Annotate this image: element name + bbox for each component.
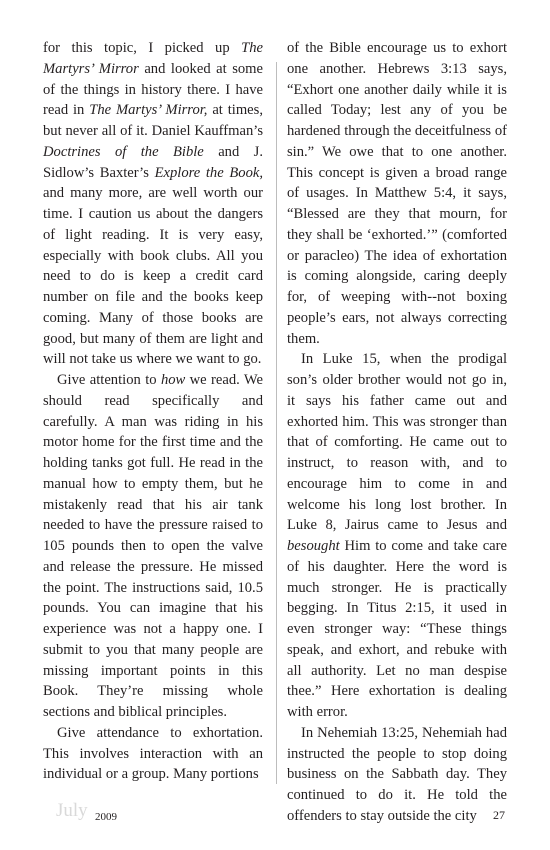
right-column — [287, 38, 507, 827]
text-run: we read. We should read specifically and carefully. A man was riding in his motor home for the first time and the holding tanks got full. He read in the manual how to empty them, but he mistakenly read that his air tank needed to have the pressure raised to 105 pounds then to open the valve and release the pressure. He missed the point. The instructions said, 10.5 pounds. You can imagine that his experience was not a happy one. I submit to you that many people are missing important points in this Book. They’re missing whole sections and biblical principles. — [43, 372, 264, 720]
paragraph — [43, 370, 263, 723]
italic-text-run: The Martyrs’ Mirror — [43, 40, 263, 77]
left-column — [43, 38, 263, 785]
text-run: for this topic, I picked up — [43, 40, 242, 56]
text-run: at times, but never all of it. Daniel Kauffman’s — [43, 102, 263, 139]
text-run: Give attention to — [57, 372, 161, 388]
italic-text-run: Explore the Book, — [154, 164, 263, 181]
column-divider — [276, 62, 277, 784]
paragraph — [43, 723, 263, 785]
text-run: Give attendance to exhortation. This involves interaction with an individual or a group. Many portions — [43, 724, 263, 783]
italic-text-run: how — [160, 372, 186, 388]
paragraph — [287, 349, 507, 723]
italic-text-run: besought — [287, 538, 340, 554]
italic-text-run: The Martys’ Mirror, — [89, 102, 208, 119]
text-run: and many more, are well worth our time. I caution us about the dangers of light reading. It is very easy, especially with book clubs. All you need to do is keep a credit card number on file and the books keep coming. Many of those books are good, but many of them are light and will not take us where we want to go. — [43, 185, 263, 368]
text-run: In Nehemiah 13:25, Nehemiah had instructed the people to stop doing business on the Sabbath day. They continued to do it. He told the offenders to stay outside the city — [287, 724, 507, 824]
text-run: and looked at some of the things in history there. I have read in — [43, 60, 263, 119]
paragraph — [287, 723, 507, 827]
page-number: 27 — [493, 808, 505, 822]
text-run: and J. Sidlow’s Baxter’s — [43, 143, 264, 181]
text-run: of the Bible encourage us to exhort one another. Hebrews 3:13 says, “Exhort one another daily while it is called Today; lest any of you be hardened through the deceitfulness of sin.” We owe that to one another. This concept is given a broad range of usages. In Matthew 5:4, it says, “Blessed are they that mourn, for they shall be ‘exhorted.’” (comforted or paracleo) The idea of exhortation is coming alongside, caring deeply for, of weeping with--not boxing people’s ears, not always correcting them. — [287, 40, 507, 347]
italic-text-run: Doctrines of the Bible — [43, 143, 204, 160]
paragraph — [287, 38, 507, 349]
footer-year: 2009 — [95, 811, 117, 823]
text-run: In Luke 15, when the prodigal son’s older brother would not go in, it says his father came out and exhorted him. This was stronger than that of comforting. He came out to instruct, to reason with, and to encourage him to come in and welcome his long lost brother. In Luke 8, Jairus came to Jesus and — [287, 351, 507, 534]
footer-month: July — [56, 800, 88, 821]
text-run: Him to come and take care of his daughter. Here the word is much stronger. He is practically begging. In Titus 2:15, it used in even stronger way: “These things speak, and exhort, and rebuke with all authority. Let no man despise thee.” Here exhortation is dealing with error. — [287, 538, 507, 720]
paragraph — [43, 38, 263, 370]
